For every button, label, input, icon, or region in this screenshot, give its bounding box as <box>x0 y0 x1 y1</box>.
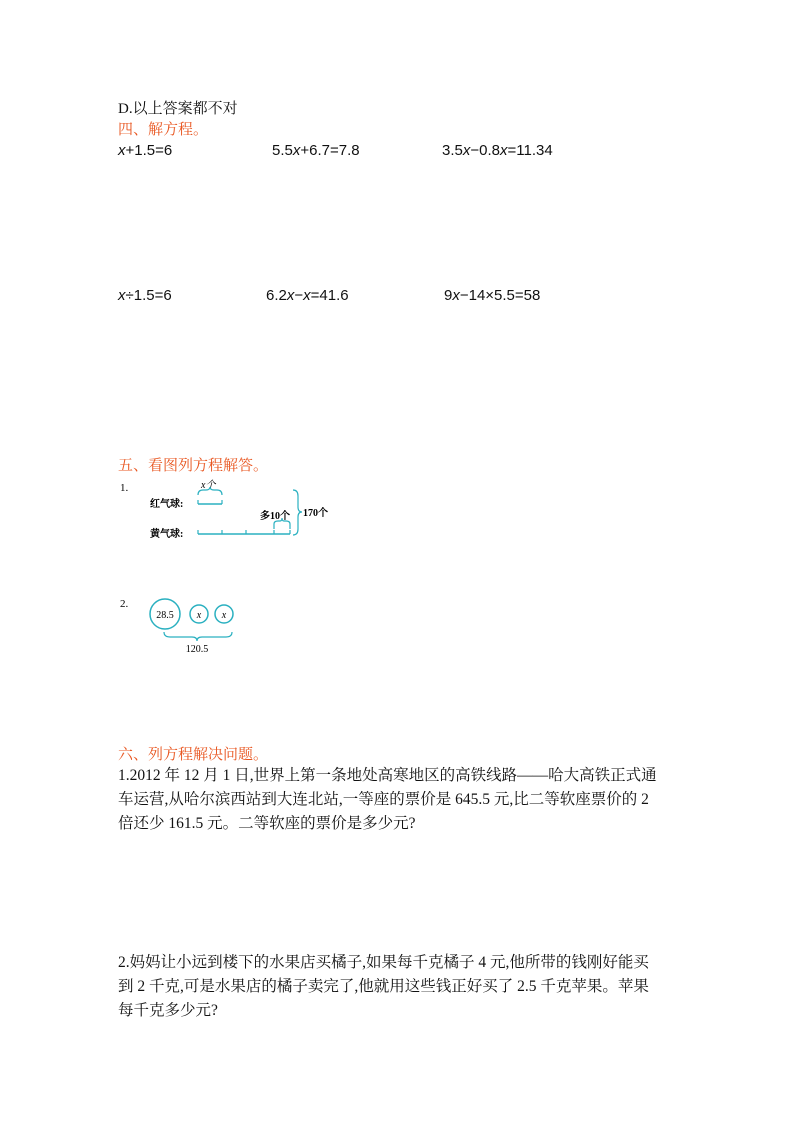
equation-text: − <box>294 287 304 304</box>
equation-text: 6.2 <box>266 287 287 304</box>
equation-text: +1.5=6 <box>125 142 173 159</box>
sum-value: 120.5 <box>185 644 209 655</box>
equation-2 <box>272 142 360 160</box>
equation-text: −0.8 <box>470 142 500 159</box>
figure-number: 1. <box>120 482 129 494</box>
circle-variable: x <box>196 610 202 621</box>
equation-6 <box>444 287 540 305</box>
equation-variable: x <box>499 142 508 159</box>
section-five-heading: 五、看图列方程解答。 <box>118 456 269 474</box>
equation-text: −14×5.5=58 <box>459 287 541 304</box>
figure-number: 2. <box>120 598 129 610</box>
sum-brace <box>164 632 232 641</box>
problem-line: 倍还少 161.5 元。二等软座的票价是多少元? <box>118 815 416 832</box>
equation-text: 3.5 <box>442 142 463 159</box>
equation-variable: x <box>286 287 295 304</box>
problem-2 <box>118 951 688 1023</box>
yellow-balloon-label: 黄气球: <box>150 529 184 540</box>
problem-line: 到 2 千克,可是水果店的橘子卖完了,他就用这些钱正好买了 2.5 千克苹果。苹果 <box>118 978 649 995</box>
equation-text: =11.34 <box>507 142 553 159</box>
equation-3 <box>442 142 553 160</box>
red-balloon-label: 红气球: <box>150 499 184 510</box>
problem-line: 2.妈妈让小远到楼下的水果店买橘子,如果每千克橘子 4 元,他所带的钱刚好能买 <box>118 954 649 971</box>
equation-variable: x <box>118 142 126 159</box>
section-six-heading: 六、列方程解决问题。 <box>118 745 269 763</box>
equation-4 <box>118 287 172 305</box>
equation-text: +6.7=7.8 <box>300 142 360 159</box>
option-d: D.以上答案都不对 <box>118 101 238 117</box>
equation-variable: x <box>452 287 460 304</box>
problem-line: 每千克多少元? <box>118 1002 218 1019</box>
balloon-diagram <box>110 475 350 545</box>
problem-line: 车运营,从哈尔滨西站到大连北站,一等座的票价是 645.5 元,比二等软座票价的 2 <box>118 791 649 808</box>
section-four-heading: 四、解方程。 <box>118 120 209 138</box>
total-label: 170个 <box>303 508 328 519</box>
circle-variable: x <box>221 610 227 621</box>
equation-1 <box>118 142 172 160</box>
equation-text: 5.5 <box>272 142 293 159</box>
equation-5 <box>266 287 349 305</box>
problem-line: 1.2012 年 12 月 1 日,世界上第一条地处高寒地区的高铁线路——哈大高铁正式通 <box>118 767 657 784</box>
equation-variable: x <box>118 287 126 304</box>
equation-text: ÷1.5=6 <box>125 287 172 304</box>
equation-variable: x <box>303 287 311 304</box>
equation-variable: x <box>462 142 471 159</box>
equation-text: =41.6 <box>310 287 349 304</box>
equation-variable: x <box>292 142 301 159</box>
equation-text: 9 <box>444 287 453 304</box>
x-label: x个 <box>201 480 216 491</box>
more-ten-label: 多10个 <box>260 511 290 522</box>
circle-diagram <box>110 594 270 658</box>
total-brace <box>293 490 302 535</box>
big-circle-value: 28.5 <box>156 610 174 621</box>
problem-1 <box>118 764 688 836</box>
